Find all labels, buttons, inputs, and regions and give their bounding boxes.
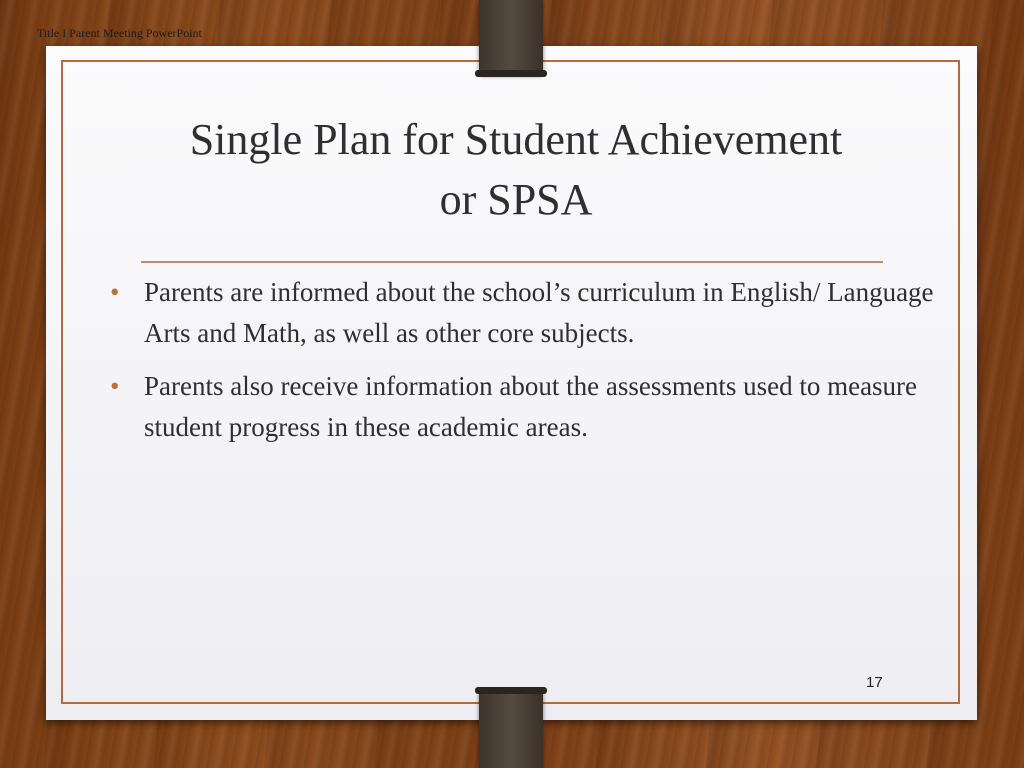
top-clip-decoration: [479, 0, 543, 74]
bullet-text: Parents also receive information about the assessments used to measure student progress in these academic areas.: [144, 371, 918, 442]
bullet-text: Parents are informed about the school’s curriculum in English/ Language Arts and Math, as well as other core subjects.: [144, 277, 934, 348]
slide-number: 17: [866, 674, 883, 691]
presentation-title-header: Title I Parent Meeting PowerPoint: [37, 26, 202, 40]
bullet-icon: •: [110, 277, 120, 307]
title-divider: [141, 261, 883, 263]
slide-title-line-1: Single Plan for Student Achievement: [189, 115, 843, 164]
slide-card: [46, 46, 977, 720]
slide-title-line-2: or SPSA: [439, 175, 593, 224]
bottom-clip-decoration: [479, 690, 543, 768]
slide-title: [106, 110, 926, 230]
bullet-item: [110, 366, 950, 448]
bullet-list: [110, 272, 950, 460]
bullet-item: [110, 272, 950, 354]
bullet-icon: •: [110, 371, 120, 401]
